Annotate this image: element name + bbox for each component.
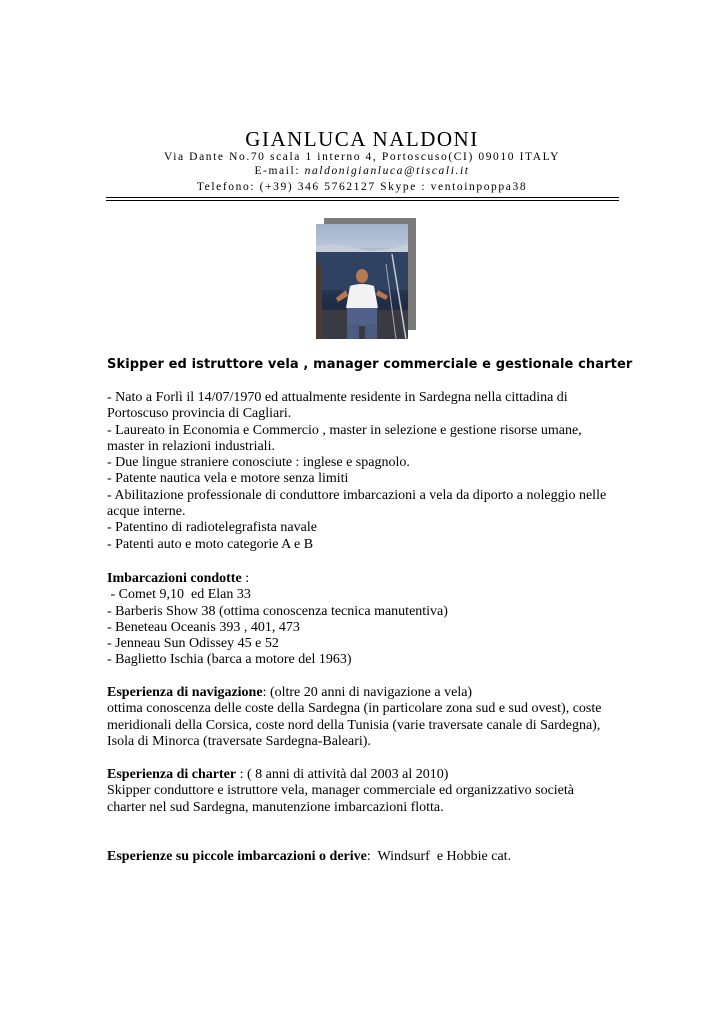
charter-line: charter nel sud Sardegna, manutenzione imbarcazioni flotta. xyxy=(107,799,444,815)
boat-item: - Comet 9,10 ed Elan 33 xyxy=(107,587,251,603)
profile-line: - Patente nautica vela e motore senza limiti xyxy=(107,471,349,487)
email-address[interactable]: naldonigianluca@tiscali.it xyxy=(304,165,470,177)
navigation-heading xyxy=(107,685,632,701)
profile-line: - Patentino di radiotelegrafista navale xyxy=(107,520,317,536)
navigation-section xyxy=(107,685,632,750)
boat-item: - Jenneau Sun Odissey 45 e 52 xyxy=(107,636,279,652)
profile-line: - Due lingue straniere conosciute : inglese e spagnolo. xyxy=(107,455,410,471)
small-boats-heading xyxy=(107,849,632,865)
profile-line: - Nato a Forlì il 14/07/1970 ed attualmente residente in Sardegna nella cittadina di xyxy=(107,390,568,405)
header-divider-bottom xyxy=(106,200,619,201)
header-divider-top xyxy=(106,197,619,198)
small-boats-section xyxy=(107,849,632,865)
professional-headline: Skipper ed istruttore vela , manager commerciale e gestionale charter xyxy=(107,357,633,372)
boats-title-suffix: : xyxy=(241,571,250,586)
candidate-name: GIANLUCA NALDONI xyxy=(245,127,479,151)
charter-title: Esperienza di charter xyxy=(107,767,237,782)
charter-section xyxy=(107,767,632,816)
boat-item: - Barberis Show 38 (ottima conoscenza tecnica manutentiva) xyxy=(107,603,448,619)
profile-line: - Patenti auto e moto categorie A e B xyxy=(107,536,314,552)
profile-line: - Laureato in Economia e Commercio , master in selezione e gestione risorse umane, xyxy=(107,422,582,438)
charter-line: Skipper conduttore e istruttore vela, manager commerciale ed organizzativo società xyxy=(107,783,574,799)
boats-section xyxy=(107,571,632,669)
profile-line: master in relazioni industriali. xyxy=(107,438,275,454)
small-boats-title-suffix: : Windsurf e Hobbie cat. xyxy=(366,849,512,864)
address-line: Via Dante No.70 scala 1 interno 4, Portoscuso(CI) 09010 ITALY xyxy=(163,151,560,163)
navigation-line: ottima conoscenza delle coste della Sardegna (in particolare zona sud e sud ovest), coste xyxy=(107,701,602,717)
portrait-photo-icon xyxy=(316,224,408,339)
email-line xyxy=(0,165,724,177)
profile-line: - Abilitazione professionale di conduttore imbarcazioni a vela da diporto a noleggio nelle xyxy=(107,487,607,503)
navigation-line: Isola di Minorca (traversate Sardegna-Baleari). xyxy=(107,733,371,749)
charter-heading xyxy=(107,767,632,783)
phone-skype-line: Telefono: (+39) 346 5762127 Skype : ventoinpoppa38 xyxy=(196,181,528,193)
boats-title: Imbarcazioni condotte xyxy=(107,571,242,586)
profile-section xyxy=(107,390,632,553)
small-boats-title: Esperienze su piccole imbarcazioni o derive xyxy=(107,849,367,864)
navigation-title-suffix: : (oltre 20 anni di navigazione a vela) xyxy=(262,685,473,700)
navigation-line: meridionali della Corsica, coste nord della Tunisia (varie traversate canale di Sardegna), xyxy=(107,717,601,733)
boats-heading xyxy=(107,571,632,587)
charter-title-suffix: : ( 8 anni di attività dal 2003 al 2010) xyxy=(236,767,449,782)
boat-item: - Beneteau Oceanis 393 , 401, 473 xyxy=(107,619,300,635)
profile-line: Portoscuso provincia di Cagliari. xyxy=(107,406,292,422)
navigation-title: Esperienza di navigazione xyxy=(107,685,263,700)
portrait-photo-drawing xyxy=(316,224,408,339)
email-label: E-mail: xyxy=(254,165,305,177)
profile-line: acque interne. xyxy=(107,504,186,520)
boat-item: - Baglietto Ischia (barca a motore del 1963) xyxy=(107,652,352,668)
